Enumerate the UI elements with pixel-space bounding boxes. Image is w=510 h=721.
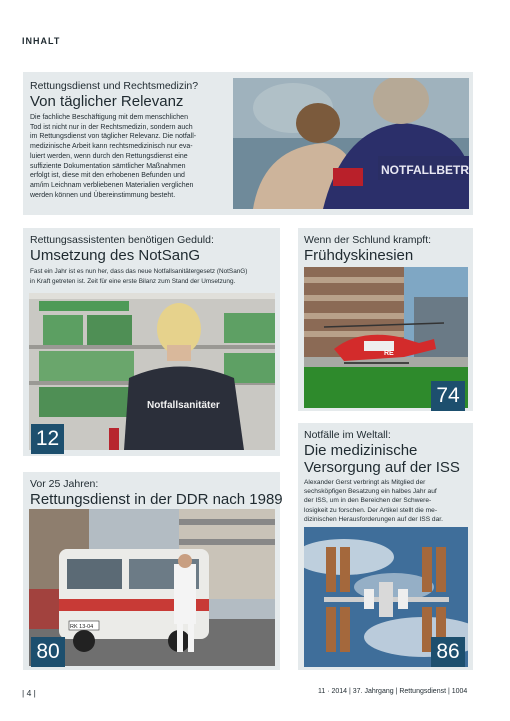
page-number-badge[interactable]: 86 [431, 637, 465, 667]
teaser-line: suffiziente Dokumentation sämtlicher Maßnahmen [30, 162, 186, 170]
article-card-rechtsmedizin[interactable] [23, 72, 473, 215]
article-kicker: Rettungsassistenten benötigen Geduld: [30, 234, 214, 246]
article-title: Frühdyskinesien [304, 247, 414, 264]
teaser-line: luiert werden, wenn durch den Rettungsdienst eine [30, 152, 188, 160]
teaser-line: Fast ein Jahr ist es nun her, dass das neue Notfallsanitätergesetz (NotSanG) [30, 268, 248, 275]
teaser-line: Die fachliche Beschäftigung mit dem menschlichen [30, 114, 188, 121]
license-plate: RK 13-04 [70, 624, 94, 630]
teaser-line: der ISS, um in den Bereichen der Schwere- [304, 497, 432, 505]
teaser-line: am/im Leichnam verbliebenen Materialien verglichen [30, 181, 194, 189]
teaser-line: Tod ist nicht nur in der Rechtsmedizin, sondern auch [30, 123, 193, 131]
jacket-label: Notfallsanitäter [147, 400, 220, 411]
vest-label: NOTFALLBETR [381, 163, 469, 177]
article-title: Rettungsdienst in der DDR nach 1989 [30, 491, 283, 508]
title-line: Die medizinische [304, 442, 418, 459]
page-number-badge[interactable]: 12 [31, 424, 64, 454]
photo-ddr-ambulance [29, 509, 275, 666]
teaser-line: medizinische Arbeit kann rechtsmedizinisch nur eva- [30, 143, 193, 151]
page-number-badge[interactable]: 74 [431, 381, 465, 411]
article-kicker: Vor 25 Jahren: [30, 478, 99, 490]
article-title [304, 442, 460, 476]
article-kicker: Rettungsdienst und Rechtsmedizin? [30, 80, 199, 92]
title-line: Versorgung auf der ISS [304, 459, 460, 476]
article-teaser [304, 478, 470, 524]
helicopter-marking: RE [384, 350, 394, 357]
teaser-line: im Rettungsdienst von täglicher Relevanz. Die notfall- [30, 133, 197, 141]
teaser-line: dizinischen Herausforderungen auf der ISS dar. [304, 515, 443, 523]
article-kicker: Notfälle im Weltall: [304, 429, 391, 441]
article-title: Von täglicher Relevanz [30, 93, 184, 110]
teaser-line: Alexander Gerst verbringt als Mitglied der [304, 479, 426, 486]
article-kicker: Wenn der Schlund krampft: [304, 234, 432, 246]
section-label: INHALT [22, 36, 61, 46]
photo-paramedic-comforting [233, 78, 469, 209]
teaser-line: losigkeit zu forschen. Der Artikel stellt die me- [304, 506, 438, 514]
article-card-ddr[interactable] [23, 472, 283, 670]
photo-notfallsanitaeter-back [29, 293, 275, 450]
folio-page-number: | 4 | [22, 688, 36, 698]
article-card-fruehdyskinesien[interactable] [298, 228, 473, 411]
teaser-line: sechsköpfigen Besatzung ein halbes Jahr auf [304, 488, 437, 496]
teaser-line: erfolgt ist, diese mit den erhobenen Befunden und [30, 172, 185, 180]
teaser-line: in Kraft getreten ist. Zeit für eine erste Bilanz zum Stand der Umsetzung. [30, 277, 236, 285]
issue-info: 11 · 2014 | 37. Jahrgang | Rettungsdienst | 1004 [318, 688, 468, 695]
page-number-badge[interactable]: 80 [31, 637, 65, 667]
teaser-line: werden können und Übereinstimmung besteht. [30, 191, 176, 199]
article-card-notsang[interactable] [23, 228, 280, 456]
article-title: Umsetzung des NotSanG [30, 247, 201, 264]
article-card-iss[interactable] [298, 423, 473, 670]
article-teaser [30, 113, 228, 200]
article-teaser [30, 267, 280, 286]
